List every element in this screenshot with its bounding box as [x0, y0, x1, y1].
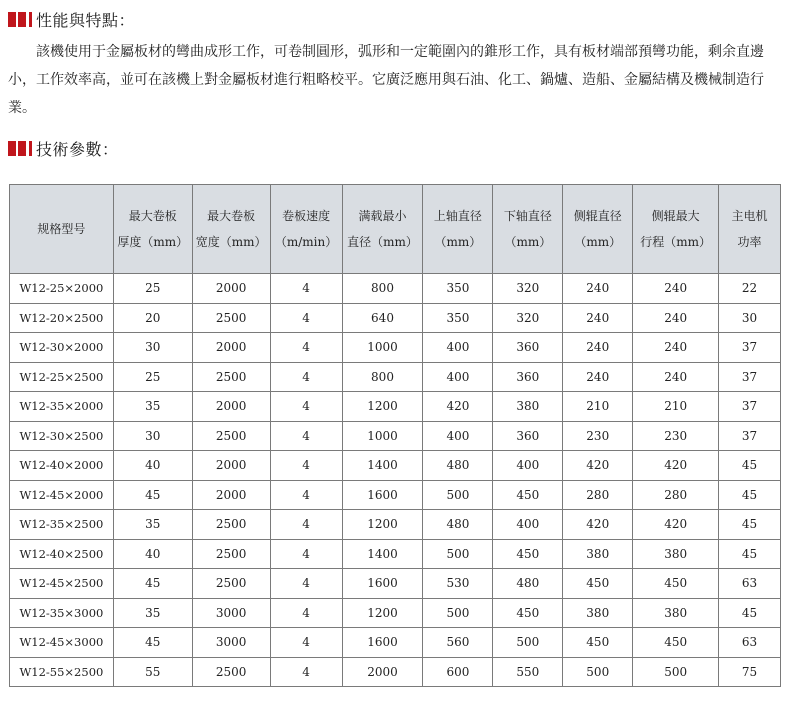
- table-cell: 280: [563, 480, 633, 510]
- table-cell: 35: [113, 510, 192, 540]
- table-cell: 4: [270, 451, 342, 481]
- table-cell: 360: [493, 421, 563, 451]
- table-cell: 2000: [192, 392, 270, 422]
- table-cell: 210: [633, 392, 719, 422]
- table-cell: 210: [563, 392, 633, 422]
- table-cell: 380: [633, 598, 719, 628]
- table-cell: 240: [633, 303, 719, 333]
- table-cell: 320: [493, 303, 563, 333]
- table-cell: 800: [342, 362, 423, 392]
- model-cell: W12-25×2000: [10, 274, 114, 304]
- table-cell: 1200: [342, 392, 423, 422]
- table-cell: 30: [113, 333, 192, 363]
- table-cell: 1400: [342, 451, 423, 481]
- section-marker-icon: [8, 12, 32, 27]
- table-cell: 350: [423, 274, 493, 304]
- table-row: [10, 362, 781, 392]
- table-cell: 1000: [342, 333, 423, 363]
- table-cell: 35: [113, 598, 192, 628]
- table-cell: 240: [633, 362, 719, 392]
- model-cell: W12-45×2500: [10, 569, 114, 599]
- table-cell: 400: [423, 333, 493, 363]
- table-row: [10, 598, 781, 628]
- header-cell: 卷板速度 （m/min）: [270, 185, 342, 274]
- table-cell: 4: [270, 539, 342, 569]
- table-cell: 2000: [342, 657, 423, 687]
- header-cell: 规格型号: [10, 185, 114, 274]
- table-cell: 2000: [192, 451, 270, 481]
- table-cell: 45: [113, 628, 192, 658]
- table-cell: 500: [423, 480, 493, 510]
- table-cell: 45: [719, 598, 781, 628]
- table-cell: 3000: [192, 598, 270, 628]
- table-cell: 400: [493, 451, 563, 481]
- model-cell: W12-25×2500: [10, 362, 114, 392]
- table-cell: 800: [342, 274, 423, 304]
- table-row: [10, 628, 781, 658]
- table-cell: 45: [113, 569, 192, 599]
- table-cell: 230: [633, 421, 719, 451]
- table-cell: 500: [423, 598, 493, 628]
- table-cell: 4: [270, 274, 342, 304]
- table-cell: 360: [493, 333, 563, 363]
- table-cell: 2000: [192, 333, 270, 363]
- table-cell: 380: [563, 539, 633, 569]
- table-cell: 450: [563, 569, 633, 599]
- table-cell: 420: [563, 510, 633, 540]
- header-cell: 下轴直径 （mm）: [493, 185, 563, 274]
- table-cell: 560: [423, 628, 493, 658]
- table-cell: 37: [719, 392, 781, 422]
- table-cell: 450: [633, 569, 719, 599]
- table-cell: 4: [270, 421, 342, 451]
- table-cell: 420: [633, 510, 719, 540]
- table-cell: 35: [113, 392, 192, 422]
- table-row: [10, 569, 781, 599]
- table-cell: 380: [493, 392, 563, 422]
- table-cell: 240: [563, 362, 633, 392]
- table-cell: 240: [563, 333, 633, 363]
- table-cell: 400: [423, 362, 493, 392]
- table-cell: 1200: [342, 510, 423, 540]
- table-row: [10, 480, 781, 510]
- table-cell: 530: [423, 569, 493, 599]
- section-title: 性能與特點：: [36, 10, 136, 30]
- table-cell: 2000: [192, 480, 270, 510]
- table-cell: 240: [563, 274, 633, 304]
- table-cell: 2500: [192, 421, 270, 451]
- table-cell: 500: [633, 657, 719, 687]
- table-cell: 280: [633, 480, 719, 510]
- table-cell: 75: [719, 657, 781, 687]
- model-cell: W12-35×2000: [10, 392, 114, 422]
- intro-paragraph: 該機使用于金屬板材的彎曲成形工作，可卷制圓形，弧形和一定範圍內的錐形工作，具有板材端部預彎功能，剩余直邊小，工作效率高，並可在該機上對金屬板材進行粗略校平。它廣泛應用與石油、化工、鍋爐、造船、金屬結構及機械制造行業。: [8, 44, 764, 116]
- table-cell: 450: [563, 628, 633, 658]
- table-cell: 450: [493, 480, 563, 510]
- table-cell: 45: [719, 451, 781, 481]
- model-cell: W12-30×2000: [10, 333, 114, 363]
- model-cell: W12-45×2000: [10, 480, 114, 510]
- header-cell: 侧辊直径 （mm）: [563, 185, 633, 274]
- table-cell: 4: [270, 480, 342, 510]
- table-cell: 63: [719, 569, 781, 599]
- model-cell: W12-40×2500: [10, 539, 114, 569]
- table-cell: 350: [423, 303, 493, 333]
- table-cell: 55: [113, 657, 192, 687]
- table-row: [10, 392, 781, 422]
- table-cell: 1200: [342, 598, 423, 628]
- model-cell: W12-45×3000: [10, 628, 114, 658]
- table-cell: 45: [719, 480, 781, 510]
- table-cell: 4: [270, 657, 342, 687]
- table-cell: 400: [493, 510, 563, 540]
- table-cell: 450: [633, 628, 719, 658]
- table-cell: 2500: [192, 362, 270, 392]
- table-cell: 20: [113, 303, 192, 333]
- table-row: [10, 451, 781, 481]
- table-cell: 4: [270, 362, 342, 392]
- header-cell: 上轴直径 （mm）: [423, 185, 493, 274]
- header-cell: 最大卷板 厚度（mm）: [113, 185, 192, 274]
- table-cell: 360: [493, 362, 563, 392]
- table-cell: 63: [719, 628, 781, 658]
- table-cell: 320: [493, 274, 563, 304]
- table-cell: 40: [113, 539, 192, 569]
- table-cell: 420: [563, 451, 633, 481]
- section-heading-specs: [8, 137, 119, 159]
- model-cell: W12-30×2500: [10, 421, 114, 451]
- table-cell: 600: [423, 657, 493, 687]
- table-cell: 550: [493, 657, 563, 687]
- spec-table: [9, 184, 781, 687]
- table-cell: 4: [270, 303, 342, 333]
- table-row: [10, 274, 781, 304]
- table-cell: 500: [423, 539, 493, 569]
- table-cell: 25: [113, 362, 192, 392]
- table-cell: 37: [719, 362, 781, 392]
- table-cell: 45: [719, 510, 781, 540]
- table-cell: 30: [719, 303, 781, 333]
- table-cell: 420: [633, 451, 719, 481]
- table-cell: 4: [270, 392, 342, 422]
- table-cell: 380: [633, 539, 719, 569]
- table-cell: 2000: [192, 274, 270, 304]
- table-row: [10, 303, 781, 333]
- table-cell: 640: [342, 303, 423, 333]
- table-cell: 3000: [192, 628, 270, 658]
- table-cell: 240: [633, 274, 719, 304]
- header-cell: 主电机 功率: [719, 185, 781, 274]
- table-cell: 1600: [342, 569, 423, 599]
- table-cell: 380: [563, 598, 633, 628]
- header-row: [10, 185, 781, 274]
- table-cell: 1000: [342, 421, 423, 451]
- table-row: [10, 539, 781, 569]
- table-cell: 2500: [192, 303, 270, 333]
- header-cell: 侧辊最大 行程（mm）: [633, 185, 719, 274]
- table-cell: 1400: [342, 539, 423, 569]
- header-cell: 满载最小 直径（mm）: [342, 185, 423, 274]
- section-title: 技術參數：: [36, 139, 119, 159]
- table-cell: 480: [423, 510, 493, 540]
- model-cell: W12-35×3000: [10, 598, 114, 628]
- table-cell: 22: [719, 274, 781, 304]
- table-cell: 37: [719, 333, 781, 363]
- model-cell: W12-40×2000: [10, 451, 114, 481]
- table-cell: 400: [423, 421, 493, 451]
- table-cell: 45: [113, 480, 192, 510]
- table-row: [10, 333, 781, 363]
- table-cell: 420: [423, 392, 493, 422]
- table-cell: 240: [563, 303, 633, 333]
- table-cell: 25: [113, 274, 192, 304]
- table-cell: 2500: [192, 510, 270, 540]
- table-cell: 1600: [342, 480, 423, 510]
- table-cell: 2500: [192, 657, 270, 687]
- model-cell: W12-20×2500: [10, 303, 114, 333]
- table-cell: 2500: [192, 539, 270, 569]
- table-cell: 480: [423, 451, 493, 481]
- spec-table-header: [10, 185, 781, 274]
- table-cell: 2500: [192, 569, 270, 599]
- section-marker-icon: [8, 141, 32, 156]
- model-cell: W12-55×2500: [10, 657, 114, 687]
- table-row: [10, 657, 781, 687]
- table-cell: 30: [113, 421, 192, 451]
- table-cell: 4: [270, 569, 342, 599]
- table-cell: 480: [493, 569, 563, 599]
- table-cell: 230: [563, 421, 633, 451]
- model-cell: W12-35×2500: [10, 510, 114, 540]
- table-cell: 500: [493, 628, 563, 658]
- table-cell: 45: [719, 539, 781, 569]
- table-cell: 450: [493, 539, 563, 569]
- section-heading-features: [8, 8, 135, 30]
- table-cell: 4: [270, 333, 342, 363]
- table-cell: 4: [270, 628, 342, 658]
- table-cell: 4: [270, 598, 342, 628]
- header-cell: 最大卷板 宽度（mm）: [192, 185, 270, 274]
- table-cell: 4: [270, 510, 342, 540]
- table-row: [10, 510, 781, 540]
- table-cell: 37: [719, 421, 781, 451]
- table-cell: 240: [633, 333, 719, 363]
- spec-table-body: [10, 274, 781, 687]
- table-cell: 1600: [342, 628, 423, 658]
- table-cell: 450: [493, 598, 563, 628]
- table-cell: 500: [563, 657, 633, 687]
- table-cell: 40: [113, 451, 192, 481]
- table-row: [10, 421, 781, 451]
